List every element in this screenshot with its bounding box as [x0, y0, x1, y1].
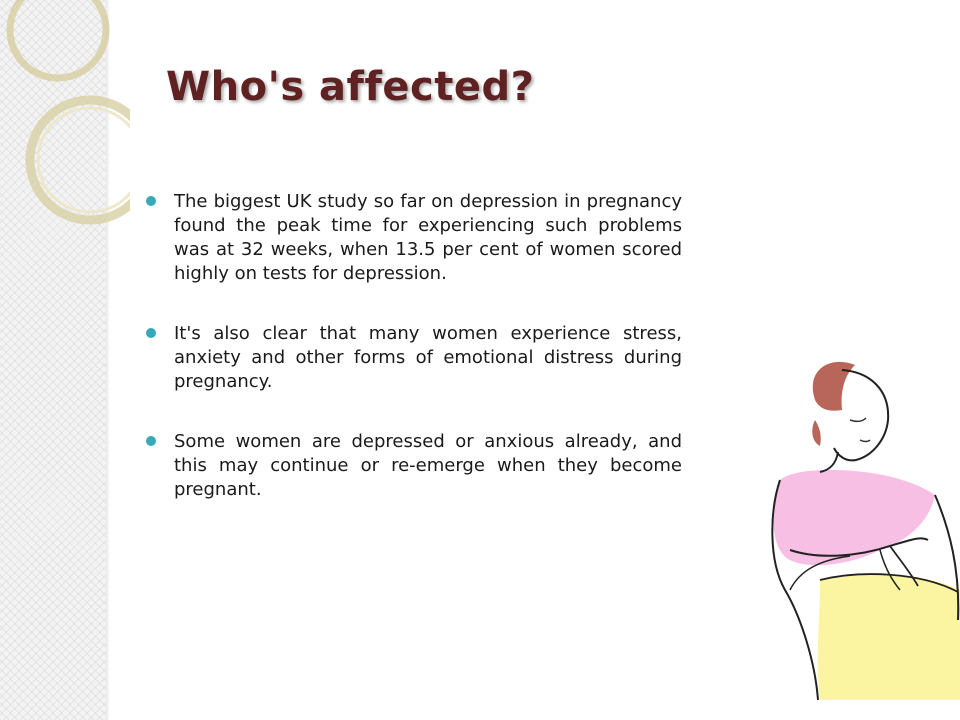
bullet-dot-icon [146, 196, 156, 206]
bullet-dot-icon [146, 436, 156, 446]
bullet-text: Some women are depressed or anxious already, and this may continue or re-emerge when they become pregnant. [174, 431, 682, 500]
bullet-text: The biggest UK study so far on depression in pregnancy found the peak time for experiencing such problems was at 32 weeks, when 13.5 per cent of women scored highly on tests for depression. [174, 191, 682, 284]
slide-title: Who's affected? [166, 64, 535, 110]
decorative-rings-icon [0, 0, 130, 240]
bullet-dot-icon [146, 328, 156, 338]
bullet-item [146, 190, 682, 286]
bullet-item [146, 322, 682, 394]
bullet-list [146, 190, 682, 538]
bullet-item [146, 430, 682, 502]
bullet-text: It's also clear that many women experience stress, anxiety and other forms of emotional distress during pregnancy. [174, 323, 682, 392]
pregnant-woman-illustration [760, 360, 960, 700]
